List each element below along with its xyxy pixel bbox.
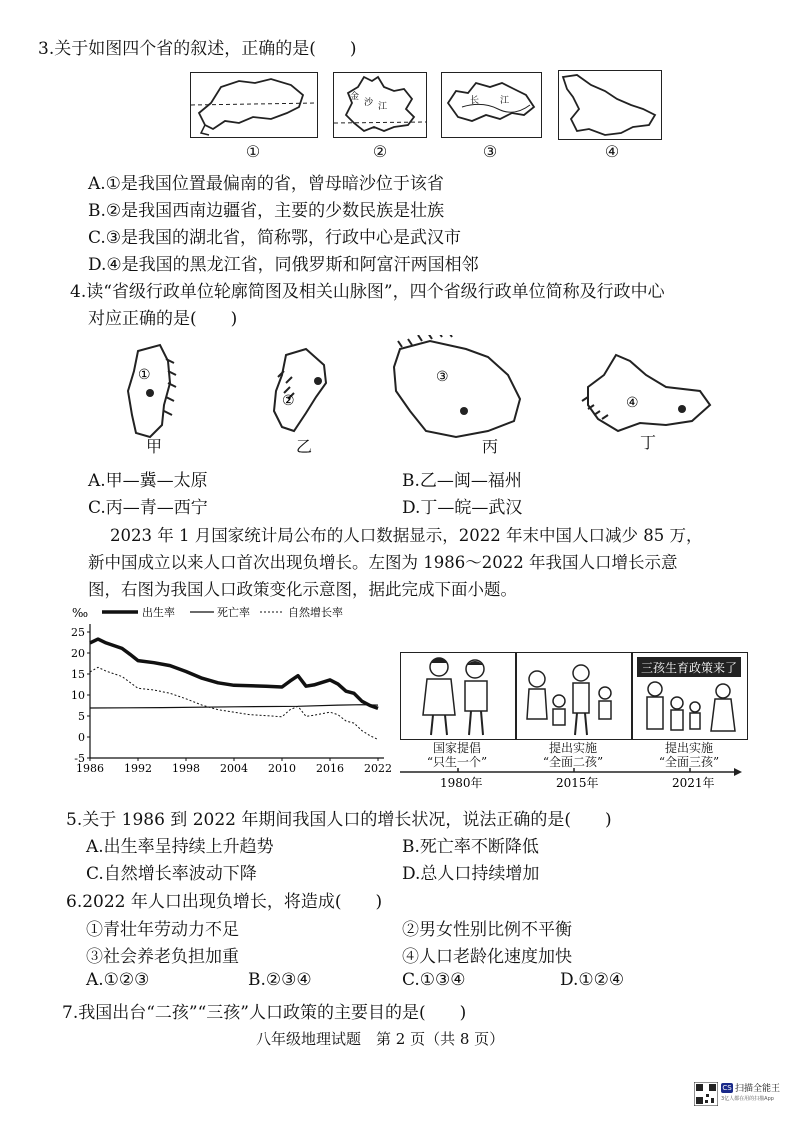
q4-province-shapes	[110, 335, 730, 460]
series-line-3	[90, 667, 378, 739]
q3-map-label-2: ②	[372, 142, 388, 161]
y-tick-label: 10	[71, 689, 85, 702]
shape-jia	[128, 345, 176, 437]
q5-stem: 5.关于 1986 到 2022 年期间我国人口的增长状况，说法正确的是( )	[66, 810, 612, 830]
x-tick-label: 2022	[364, 762, 392, 775]
x-tick-label: 2004	[220, 762, 248, 775]
q6-option-a[interactable]: A.①②③	[86, 970, 150, 990]
q3-map-label-1: ①	[245, 142, 261, 161]
policy-caption-1	[407, 741, 507, 769]
q5-option-a[interactable]: A.出生率呈持续上升趋势	[86, 837, 274, 857]
q3-option-b[interactable]: B.②是我国西南边疆省，主要的少数民族是壮族	[88, 201, 445, 221]
x-tick-label: 2016	[316, 762, 344, 775]
policy-caption-1-line2: “只生一个”	[426, 755, 488, 769]
population-chart	[60, 600, 395, 780]
q3-map2-river-char-3: 江	[378, 102, 388, 112]
policy-panel-2	[516, 652, 632, 740]
timeline-year-1: 1980年	[440, 776, 483, 790]
q6-stem: 6.2022 年人口出现负增长，将造成( )	[66, 892, 383, 912]
y-tick-label: 25	[71, 626, 85, 639]
q3-map2-river-char-2: 沙	[364, 98, 374, 108]
series-line-1	[90, 639, 378, 708]
shape-bing	[394, 335, 520, 437]
timeline-arrow-icon	[734, 768, 742, 776]
q4-option-c[interactable]: C.丙—青—西宁	[88, 498, 208, 518]
q3-option-c[interactable]: C.③是我国的湖北省，简称鄂，行政中心是武汉市	[88, 228, 462, 248]
shape-jia-mark: ①	[138, 367, 151, 383]
shape-label-ding: 丁	[640, 433, 657, 452]
shape-label-jia: 甲	[146, 437, 163, 456]
q3-map3-river-char-2: 江	[500, 96, 510, 106]
q4-option-d[interactable]: D.丁—皖—武汉	[402, 498, 523, 518]
q4-option-a[interactable]: A.甲—冀—太原	[88, 471, 208, 491]
q6-item-2: ②男女性别比例不平衡	[402, 920, 572, 940]
q3-map-label-4: ④	[604, 142, 620, 161]
hubei-outline-icon	[442, 73, 541, 137]
passage-line3: 图，右图为我国人口政策变化示意图，据此完成下面小题。	[88, 580, 517, 599]
passage-line1: 2023 年 1 月国家统计局公布的人口数据显示，2022 年末中国人口减少 85 万，	[110, 526, 703, 545]
y-tick-label: 0	[78, 731, 85, 744]
y-tick-label: 20	[71, 647, 85, 660]
q4-option-b[interactable]: B.乙—闽—福州	[402, 471, 522, 491]
heilongjiang-outline-icon	[559, 71, 661, 139]
q3-map-3	[441, 72, 542, 138]
q3-map-4	[558, 70, 662, 140]
q5-option-d[interactable]: D.总人口持续增加	[402, 864, 540, 884]
shape-label-yi: 乙	[296, 437, 313, 456]
y-tick-label: 15	[71, 668, 85, 681]
policy-caption-3-line1: 提出实施	[664, 741, 713, 755]
y-tick-label: -5	[74, 752, 85, 765]
guangdong-outline-icon	[191, 73, 317, 137]
legend-death: 死亡率	[217, 606, 250, 619]
policy-caption-3	[639, 741, 739, 769]
q4-stem-line2: 对应正确的是( )	[88, 309, 238, 329]
shape-label-bing: 丙	[482, 437, 499, 456]
stamp-subtitle: 3亿人都在用的扫描App	[721, 1096, 774, 1102]
policy-panel-3	[632, 652, 748, 740]
legend-natural: 自然增长率	[288, 606, 343, 619]
q4-stem-line1: 4.读“省级行政单位轮廓简图及相关山脉图”，四个省级行政单位简称及行政中心	[70, 282, 665, 302]
q3-map-label-3: ③	[482, 142, 498, 161]
q6-option-d[interactable]: D.①②④	[560, 970, 625, 990]
policy-timeline	[398, 768, 744, 790]
q6-item-3: ③社会养老负担加重	[86, 947, 239, 967]
y-tick-label: 5	[78, 710, 85, 723]
q3-map-1	[190, 72, 318, 138]
policy-caption-2-line1: 提出实施	[548, 741, 597, 755]
q6-item-4: ④人口老龄化速度加快	[402, 947, 572, 967]
q3-stem: 3.关于如图四个省的叙述，正确的是( )	[38, 39, 357, 59]
shape-ding-mark: ④	[626, 395, 639, 411]
x-tick-label: 1992	[124, 762, 152, 775]
passage-line2: 新中国成立以来人口首次出现负增长。左图为 1986～2022 年我国人口增长示意	[88, 553, 678, 572]
stamp-title: 扫描全能王	[735, 1084, 781, 1094]
q7-stem: 7.我国出台“二孩”“三孩”人口政策的主要目的是( )	[62, 1003, 467, 1023]
qr-code-icon	[694, 1082, 718, 1106]
x-tick-label: 1998	[172, 762, 200, 775]
shape-bing-mark: ③	[436, 369, 449, 385]
three-child-family-icon	[633, 653, 747, 739]
shape-ding	[582, 355, 710, 431]
one-child-family-icon	[401, 653, 515, 739]
legend-birth: 出生率	[142, 606, 175, 619]
q3-map3-river-char-1: 长	[470, 96, 480, 106]
x-tick-label: 1986	[76, 762, 104, 775]
q6-item-1: ①青壮年劳动力不足	[86, 920, 239, 940]
q5-option-c[interactable]: C.自然增长率波动下降	[86, 864, 257, 884]
q6-option-c[interactable]: C.①③④	[402, 970, 466, 990]
q6-option-b[interactable]: B.②③④	[248, 970, 312, 990]
q3-map2-river-char-1: 金	[350, 92, 360, 102]
timeline-year-2: 2015年	[556, 776, 599, 790]
shape-yi-mark: ②	[282, 393, 295, 409]
policy-caption-3-line2: “全面三孩”	[658, 755, 720, 769]
page-footer: 八年级地理试题 第 2 页（共 8 页）	[256, 1030, 505, 1048]
scanner-stamp	[694, 1078, 788, 1110]
cs-logo-icon: CS	[722, 1084, 732, 1092]
series-line-2	[90, 705, 378, 708]
chart-unit-label: ‰	[72, 606, 89, 620]
policy-banner: 三孩生育政策来了	[640, 661, 738, 675]
policy-caption-2	[523, 741, 623, 769]
q3-map-2	[333, 72, 427, 138]
shape-yi	[274, 349, 326, 431]
timeline-year-3: 2021年	[672, 776, 715, 790]
x-tick-label: 2010	[268, 762, 296, 775]
q5-option-b[interactable]: B.死亡率不断降低	[402, 837, 539, 857]
policy-panel-1	[400, 652, 516, 740]
policy-caption-2-line2: “全面二孩”	[542, 755, 604, 769]
q3-option-d[interactable]: D.④是我国的黑龙江省，同俄罗斯和阿富汗两国相邻	[88, 255, 479, 275]
q3-option-a[interactable]: A.①是我国位置最偏南的省，曾母暗沙位于该省	[88, 174, 444, 194]
yunnan-outline-icon	[334, 73, 426, 137]
policy-caption-1-line1: 国家提倡	[432, 741, 481, 755]
two-child-family-icon	[517, 653, 631, 739]
